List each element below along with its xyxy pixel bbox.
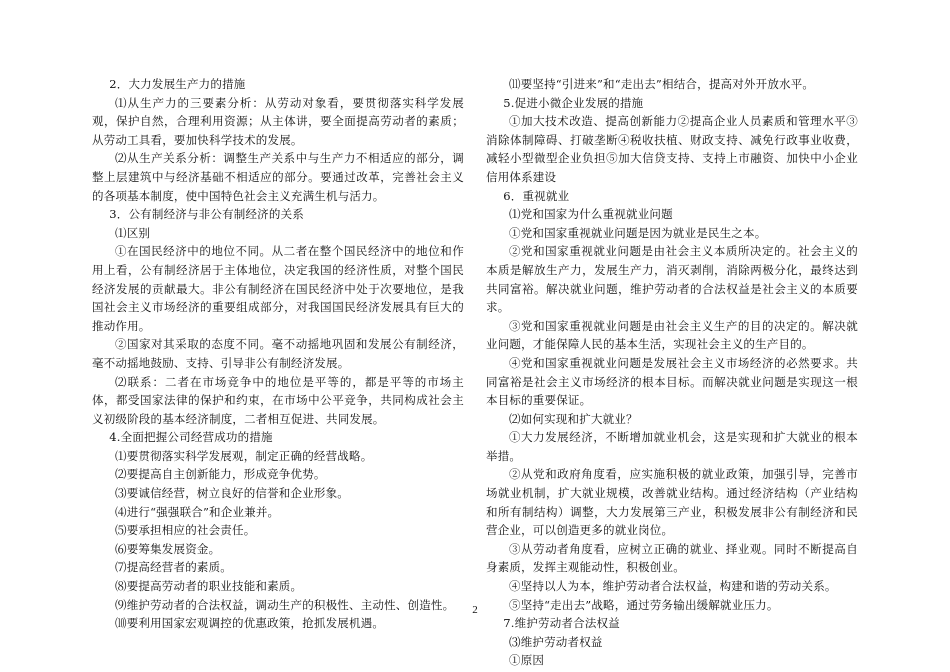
section-heading: 7.维护劳动者合法权益	[503, 616, 620, 631]
paragraph: ①在国民经济中的地位不同。从二者在整个国民经济中的地位和作用上看，公有制经济居于主体地位，决定我国的经济性质，对整个国民经济发展的贡献最大。非公有制经济在国民经济中处于次要地位，是我国社会主义市场经济的重要组成部分，对我国国民经济发展具有巨大的推动作用。	[92, 244, 464, 333]
section-heading: 3．公有制经济与非公有制经济的关系	[109, 207, 304, 222]
section-heading: 4.全面把握公司经营成功的措施	[109, 430, 273, 445]
paragraph: ⑾要坚持“引进来”和“走出去”相结合，提高对外开放水平。	[509, 77, 815, 91]
paragraph: ②从党和政府角度看，应实施积极的就业政策，加强引导，完善市场就业机制，扩大就业规模，改善就业结构。通过经济结构（产业结构和所有制结构）调整，大力发展第三产业，积极发展非公有制经济和民营企业，可以创造更多的就业岗位。	[486, 467, 858, 538]
paragraph: ⑴要贯彻落实科学发展观，制定正确的经营战略。	[115, 448, 373, 463]
paragraph: ⑺提高经营者的素质。	[115, 560, 232, 575]
right-column	[486, 75, 858, 670]
paragraph: ⑶维护劳动者权益	[509, 634, 603, 649]
paragraph: ⑻要提高劳动者的职业技能和素质。	[115, 579, 303, 594]
paragraph: ①加大技术改造、提高创新能力②提高企业人员素质和管理水平③消除体制障碍、打破垄断④税收扶植、财政支持、减免行政事业收费，减轻小型微型企业负担⑤加大信贷支持、支持上市融资、加快中小企业信用体系建设	[486, 114, 858, 184]
paragraph: ③党和国家重视就业问题是由社会主义生产的目的决定的。解决就业问题，才能保障人民的基本生活，实现社会主义的生产目的。	[486, 318, 858, 352]
left-column	[92, 75, 464, 633]
paragraph: ④党和国家重视就业问题是发展社会主义市场经济的必然要求。共同富裕是社会主义市场经济的根本目标。而解决就业问题是实现这一根本目标的重要保证。	[486, 355, 858, 408]
paragraph: ⑴区别	[115, 225, 151, 240]
paragraph: ⑷进行“强强联合”和企业兼并。	[115, 504, 280, 519]
paragraph: ②党和国家重视就业问题是由社会主义本质所决定的。社会主义的本质是解放生产力，发展生产力，消灭剥削，消除两极分化，最终达到共同富裕。解决就业问题，维护劳动者的合法权益是社会主义的本质要求。	[486, 244, 858, 315]
paragraph: ⑵从生产关系分析：调整生产关系中与生产力不相适应的部分，调整上层建筑中与经济基础不相适应的部分。要通过改革，完善社会主义的各项基本制度，使中国特色社会主义充满生机与活力。	[92, 151, 464, 203]
paragraph: ④坚持以人为本，维护劳动者合法权益，构建和谐的劳动关系。	[509, 579, 837, 594]
paragraph: ①党和国家重视就业问题是因为就业是民生之本。	[509, 225, 767, 240]
paragraph: ①大力发展经济，不断增加就业机会，这是实现和扩大就业的根本举措。	[486, 430, 858, 463]
paragraph: ⑵如何实现和扩大就业？	[509, 411, 638, 426]
paragraph: ⑴从生产力的三要素分析：从劳动对象看，要贯彻落实科学发展观，保护自然，合理利用资源；从主体讲，要全面提高劳动者的素质；从劳动工具看，要加快科学技术的发展。	[92, 95, 464, 147]
paragraph: ⑹要筹集发展资金。	[115, 541, 221, 556]
paragraph: ⑵要提高自主创新能力，形成竞争优势。	[115, 467, 326, 482]
paragraph: ⑼维护劳动者的合法权益，调动生产的积极性、主动性、创造性。	[115, 597, 455, 612]
paragraph: ③从劳动者角度看，应树立正确的就业、择业观。同时不断提高自身素质，发挥主观能动性，积极创业。	[486, 541, 858, 575]
section-heading: 2．大力发展生产力的措施	[109, 77, 246, 91]
section-heading: 5.促进小微企业发展的措施	[503, 95, 644, 110]
paragraph: ⑵联系：二者在市场竞争中的地位是平等的，都是平等的市场主体，都受国家法律的保护和约束，在市场中公平竞争，共同构成社会主义初级阶段的基本经济制度，二者相互促进、共同发展。	[92, 374, 464, 426]
paragraph: ①原因	[509, 653, 545, 668]
paragraph: ⑴党和国家为什么重视就业问题	[509, 207, 673, 222]
page-number: 2	[472, 604, 478, 616]
paragraph: ⑶要诚信经营，树立良好的信誉和企业形象。	[115, 486, 349, 501]
paragraph: ⑤坚持“走出去”战略，通过劳务输出缓解就业压力。	[509, 597, 779, 612]
paragraph: ⑽要利用国家宏观调控的优惠政策，抢抓发展机遇。	[115, 616, 385, 631]
paragraph: ②国家对其采取的态度不同。毫不动摇地巩固和发展公有制经济，毫不动摇地鼓励、支持、引导非公有制经济发展。	[92, 337, 464, 370]
paragraph: ⑸要承担相应的社会责任。	[115, 523, 256, 538]
section-heading: 6．重视就业	[503, 188, 570, 203]
